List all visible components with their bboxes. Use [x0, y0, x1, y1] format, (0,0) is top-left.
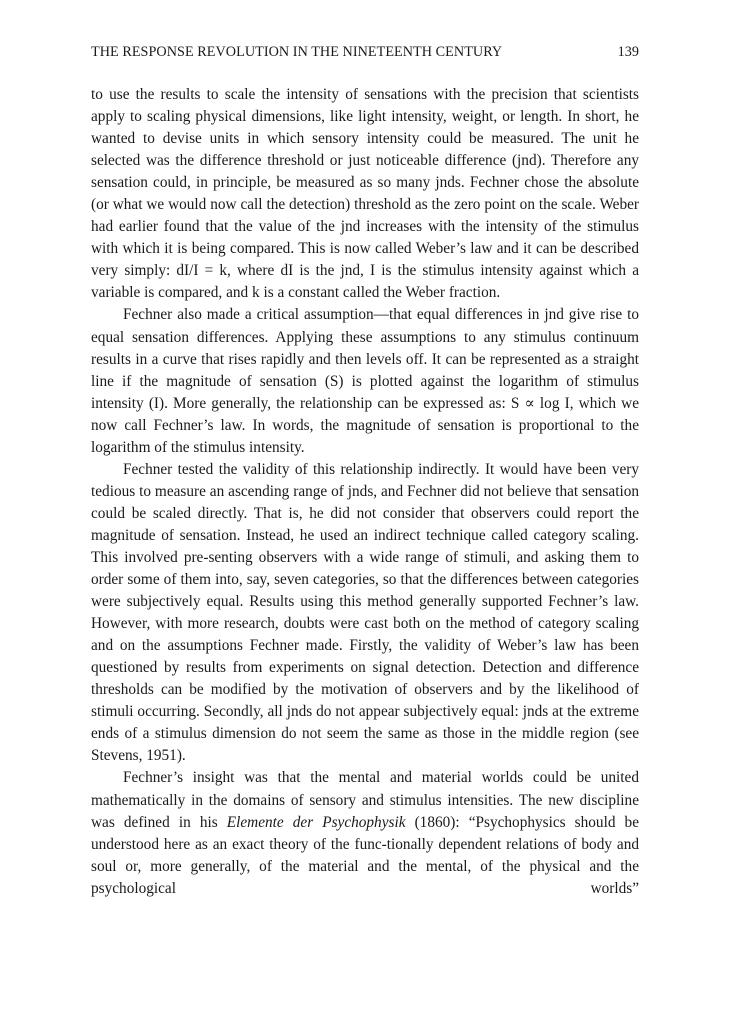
page-number: 139 [617, 44, 639, 60]
paragraph-4-text-after: (1860): “Psychophysics should be understood here as an exact theory of the func-tionally dependent relations of body and soul or, more generally, of the material and the mental, of the physical and the psychological worlds” [91, 813, 639, 897]
paragraph-4-text-before: Fechner’s insight was that the mental and material worlds could be united mathematically in the domains of sensory and stimulus intensities. The new discipline was defined in his [91, 769, 639, 831]
paragraph-2: Fechner also made a critical assumption—that equal differences in jnd give rise to equal sensation differences. Applying these assumptions to any stimulus continuum results in a curve that rises rapidly and then levels off. It can be represented as a straight line if the magnitude of sensation (S) is plotted against the logarithm of stimulus intensity (I). More generally, the relationship can be expressed as: S ∝ log I, which we now call Fechner’s law. In words, the magnitude of sensation is proportional to the logarithm of the stimulus intensity. [91, 306, 639, 456]
book-page [91, 44, 639, 900]
body-text [91, 84, 639, 900]
running-head [91, 44, 639, 64]
running-title: THE RESPONSE REVOLUTION IN THE NINETEENTH CENTURY [91, 44, 503, 60]
paragraph-4 [91, 767, 639, 899]
paragraph-3: Fechner tested the validity of this relationship indirectly. It would have been very tedious to measure an ascending range of jnds, and Fechner did not believe that sensation could be scaled directly. That is, he did not consider that observers could report the magnitude of sensation. Instead, he used an indirect technique called category scaling. This involved pre-senting observers with a wide range of stimuli, and asking them to order some of them into, say, seven categories, so that the differences between categories were subjectively equal. Results using this method generally supported Fechner’s law. However, with more research, doubts were cast both on the method of category scaling and on the assumptions Fechner made. Firstly, the validity of Weber’s law has been questioned by results from experiments on signal detection. Detection and difference thresholds can be modified by the motivation of observers and by the likelihood of stimuli occurring. Secondly, all jnds do not appear subjectively equal: jnds at the extreme ends of a stimulus dimension do not seem the same as those in the middle region (see Stevens, 1951). [91, 460, 639, 765]
book-title: Elemente der Psychophysik [226, 813, 406, 831]
paragraph-1: to use the results to scale the intensity of sensations with the precision that scientists apply to scaling physical dimensions, like light intensity, weight, or length. In short, he wanted to devise units in which sensory intensity could be measured. The unit he selected was the difference threshold or just noticeable difference (jnd). Therefore any sensation could, in principle, be measured as so many jnds. Fechner chose the absolute (or what we would now call the detection) threshold as the zero point on the scale. Weber had earlier found that the value of the jnd increases with the intensity of the stimulus with which it is being compared. This is now called Weber’s law and it can be described very simply: dI/I = k, where dI is the jnd, I is the stimulus intensity against which a variable is compared, and k is a constant called the Weber fraction. [91, 86, 639, 302]
